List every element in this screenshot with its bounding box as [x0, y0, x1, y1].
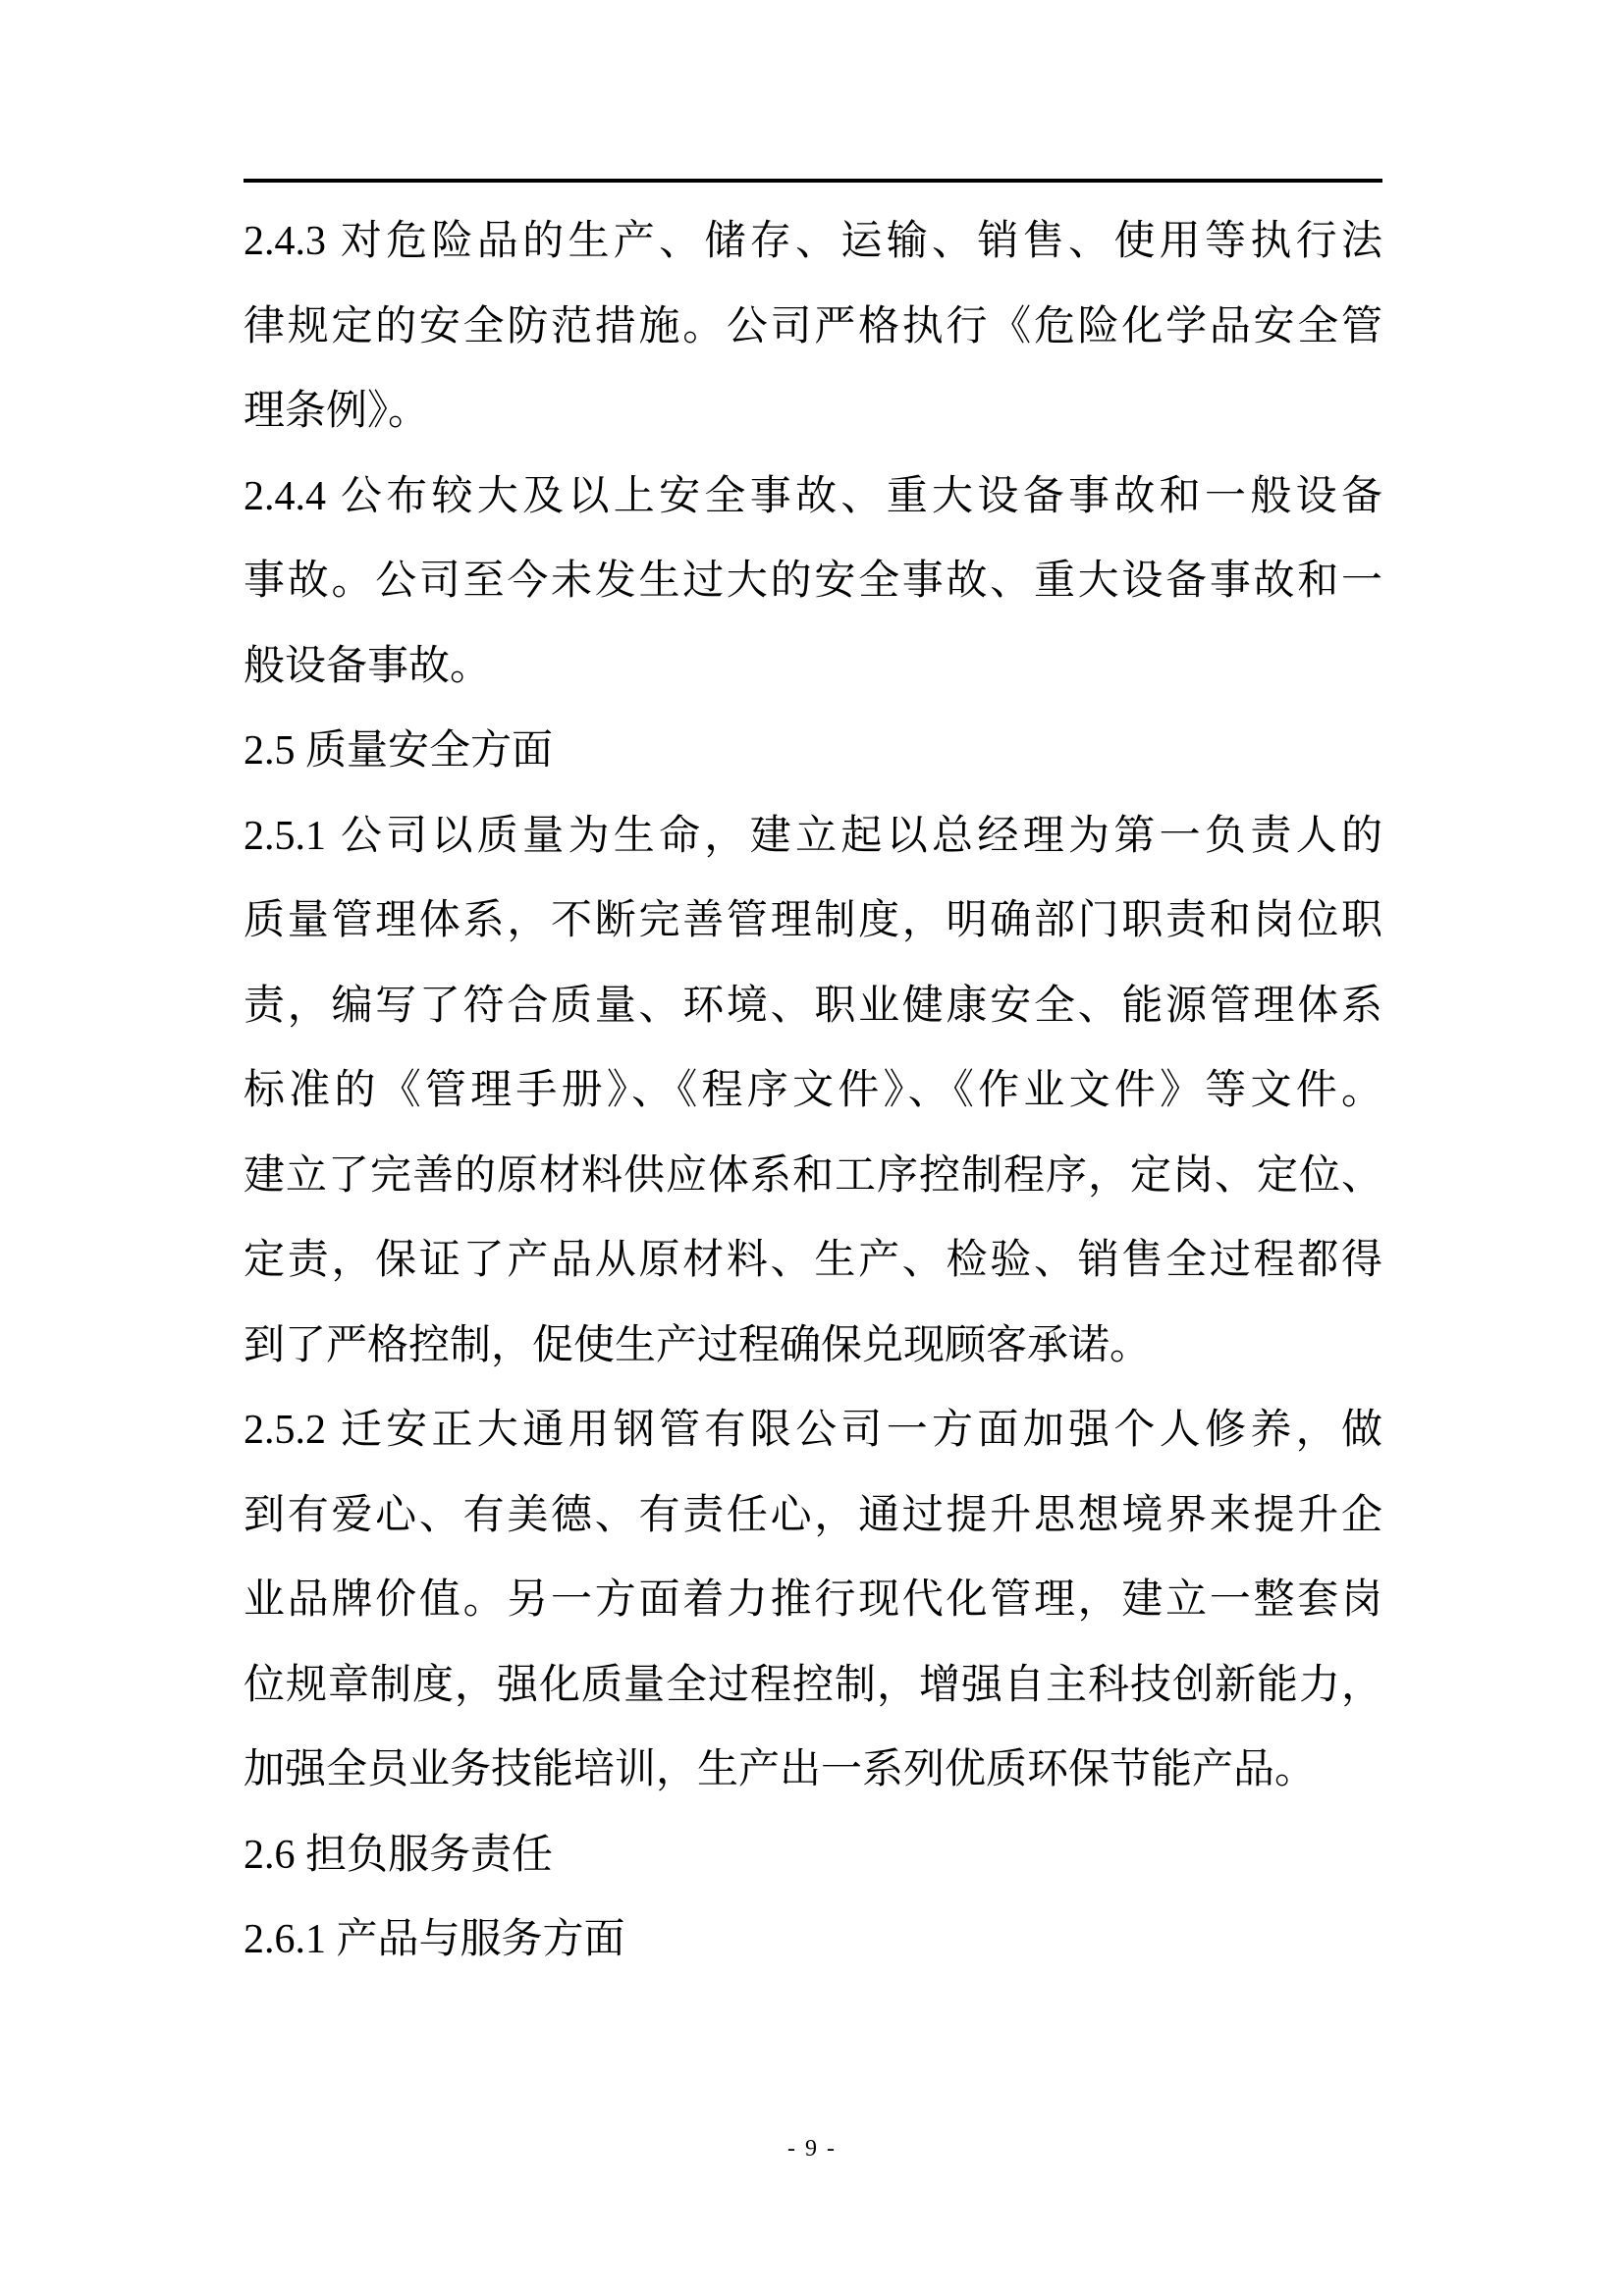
text-line: 加强全员业务技能培训，生产出一系列优质环保节能产品。: [244, 1747, 1317, 1792]
page-number: - 9 -: [787, 2136, 837, 2162]
text-line: 到了严格控制，促使生产过程确保兑现顾客承诺。: [244, 1322, 1152, 1368]
text-line: 业品牌价值。另一方面着力推行现代化管理，建立一整套岗: [244, 1577, 1382, 1623]
text-line: 建立了完善的原材料供应体系和工序控制程序，定岗、定位、: [244, 1152, 1382, 1199]
text-line: 理条例》。: [244, 389, 430, 434]
text-line: 2.5.2 迁安正大通用钢管有限公司一方面加强个人修养，做: [244, 1408, 1382, 1453]
text-line: 2.6 担负服务责任: [244, 1832, 554, 1878]
text-line: 2.4.4 公布较大及以上安全事故、重大设备事故和一般设备: [244, 473, 1382, 519]
text-line: 律规定的安全防范措施。公司严格执行《危险化学品安全管: [244, 303, 1382, 349]
text-line: 2.5 质量安全方面: [244, 728, 554, 774]
text-line: 2.4.3 对危险品的生产、储存、运输、销售、使用等执行法: [244, 219, 1382, 264]
text-line: 到有爱心、有美德、有责任心，通过提升思想境界来提升企: [244, 1492, 1382, 1538]
text-line: 2.5.1 公司以质量为生命，建立起以总经理为第一负责人的: [244, 813, 1382, 859]
text-line: 质量管理体系，不断完善管理制度，明确部门职责和岗位职: [244, 898, 1382, 943]
text-line: 般设备事故。: [244, 643, 492, 689]
header-divider: [244, 179, 1382, 183]
text-line: 定责，保证了产品从原材料、生产、检验、销售全过程都得: [244, 1238, 1382, 1283]
text-line: 2.6.1 产品与服务方面: [244, 1917, 625, 1962]
text-line: 标准的《管理手册》、《程序文件》、《作业文件》等文件。: [244, 1068, 1382, 1113]
document-body: [244, 199, 1382, 1983]
text-line: 事故。公司至今未发生过大的安全事故、重大设备事故和一: [244, 559, 1382, 604]
text-line: 位规章制度，强化质量全过程控制，增强自主科技创新能力，: [244, 1662, 1382, 1708]
text-line: 责，编写了符合质量、环境、职业健康安全、能源管理体系: [244, 983, 1382, 1029]
